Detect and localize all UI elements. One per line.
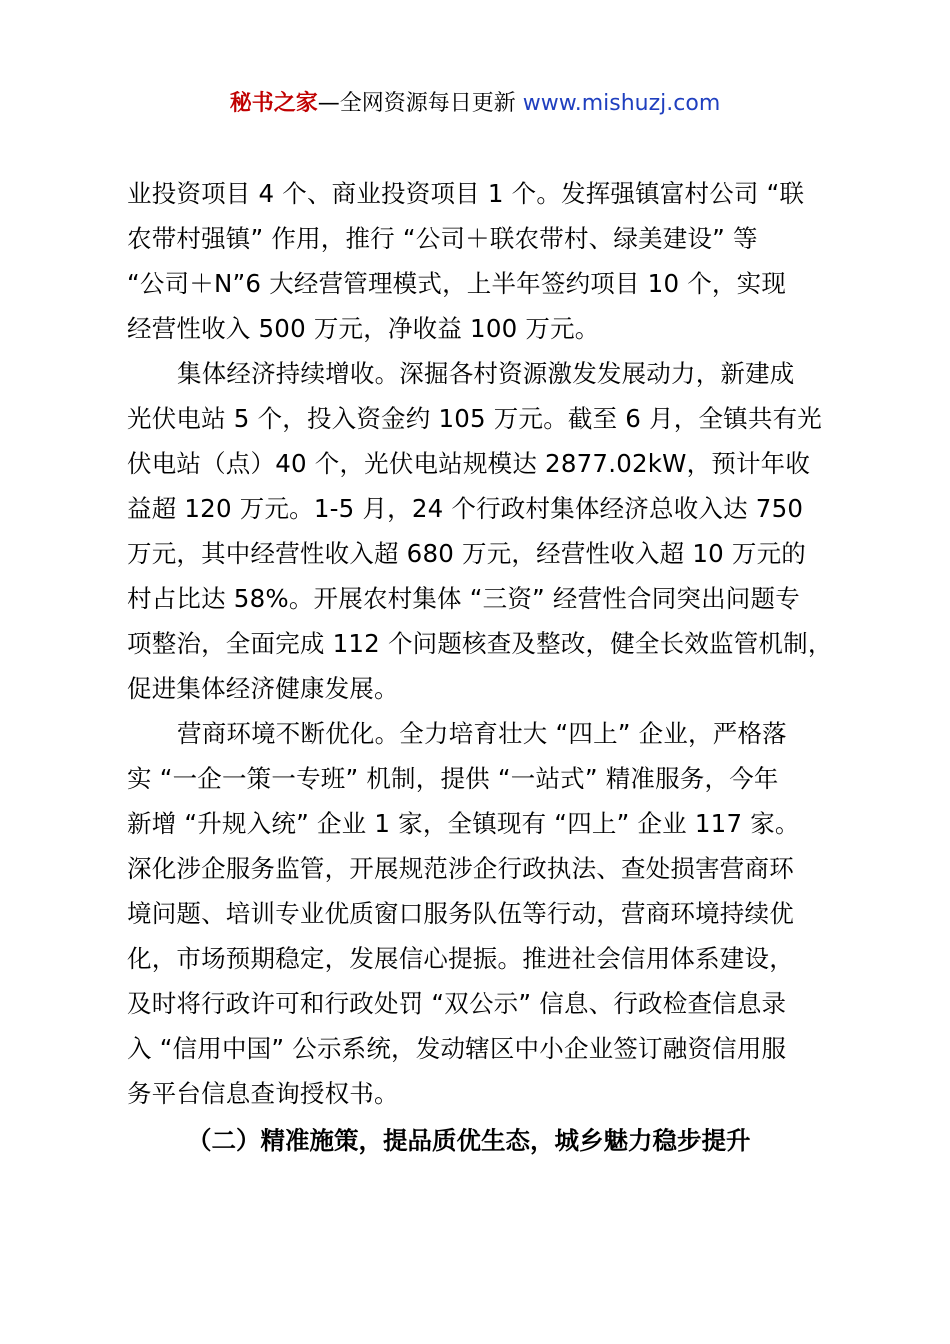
text-line: 益超 120 万元。1-5 月，24 个行政村集体经济总收入达 750: [127, 494, 804, 523]
text-line: 务平台信息查询授权书。: [127, 1079, 399, 1108]
text-line: 及时将行政许可和行政处罚 “双公示” 信息、行政检查信息录: [127, 989, 787, 1018]
text-line: 经营性收入 500 万元，净收益 100 万元。: [127, 314, 600, 343]
site-url[interactable]: www.mishuzj.com: [522, 91, 721, 116]
text-line: 村占比达 58%。开展农村集体 “三资” 经营性合同突出问题专: [127, 584, 800, 613]
site-header: [0, 86, 950, 122]
text-line: 业投资项目 4 个、商业投资项目 1 个。发挥强镇富村公司 “联: [127, 179, 805, 208]
paragraph-start-line: 营商环境不断优化。全力培育壮大 “四上” 企业，严格落: [177, 719, 787, 748]
paragraph-start-line: 集体经济持续增收。深掘各村资源激发发展动力，新建成: [177, 359, 795, 388]
text-line: 新增 “升规入统” 企业 1 家，全镇现有 “四上” 企业 117 家。: [127, 809, 800, 838]
text-line: 光伏电站 5 个，投入资金约 105 万元。截至 6 月，全镇共有光: [127, 404, 822, 433]
text-line: 化，市场预期稳定，发展信心提振。推进社会信用体系建设，: [127, 944, 794, 973]
text-line: 入 “信用中国” 公示系统，发动辖区中小企业签订融资信用服: [127, 1034, 787, 1063]
text-line: 伏电站（点）40 个，光伏电站规模达 2877.02kW，预计年收: [127, 449, 811, 478]
text-line: 农带村强镇” 作用，推行 “公司＋联农带村、绿美建设” 等: [127, 224, 758, 253]
text-line: 深化涉企服务监管，开展规范涉企行政执法、查处损害营商环: [127, 854, 794, 883]
document-body: [127, 171, 857, 1163]
text-line: 促进集体经济健康发展。: [127, 674, 399, 703]
text-line: 项整治，全面完成 112 个问题核查及整改，健全长效监管机制，: [127, 629, 833, 658]
text-line: 实 “一企一策一专班” 机制，提供 “一站式” 精准服务，今年: [127, 764, 779, 793]
section-heading: （二）精准施策，提品质优生态，城乡魅力稳步提升: [187, 1126, 751, 1155]
text-line: 境问题、培训专业优质窗口服务队伍等行动，营商环境持续优: [127, 899, 794, 928]
site-tagline: —全网资源每日更新: [317, 91, 523, 116]
text-line: “公司＋N”6 大经营管理模式，上半年签约项目 10 个，实现: [127, 269, 787, 298]
text-line: 万元，其中经营性收入超 680 万元，经营性收入超 10 万元的: [127, 539, 806, 568]
site-brand: 秘书之家: [229, 91, 318, 116]
